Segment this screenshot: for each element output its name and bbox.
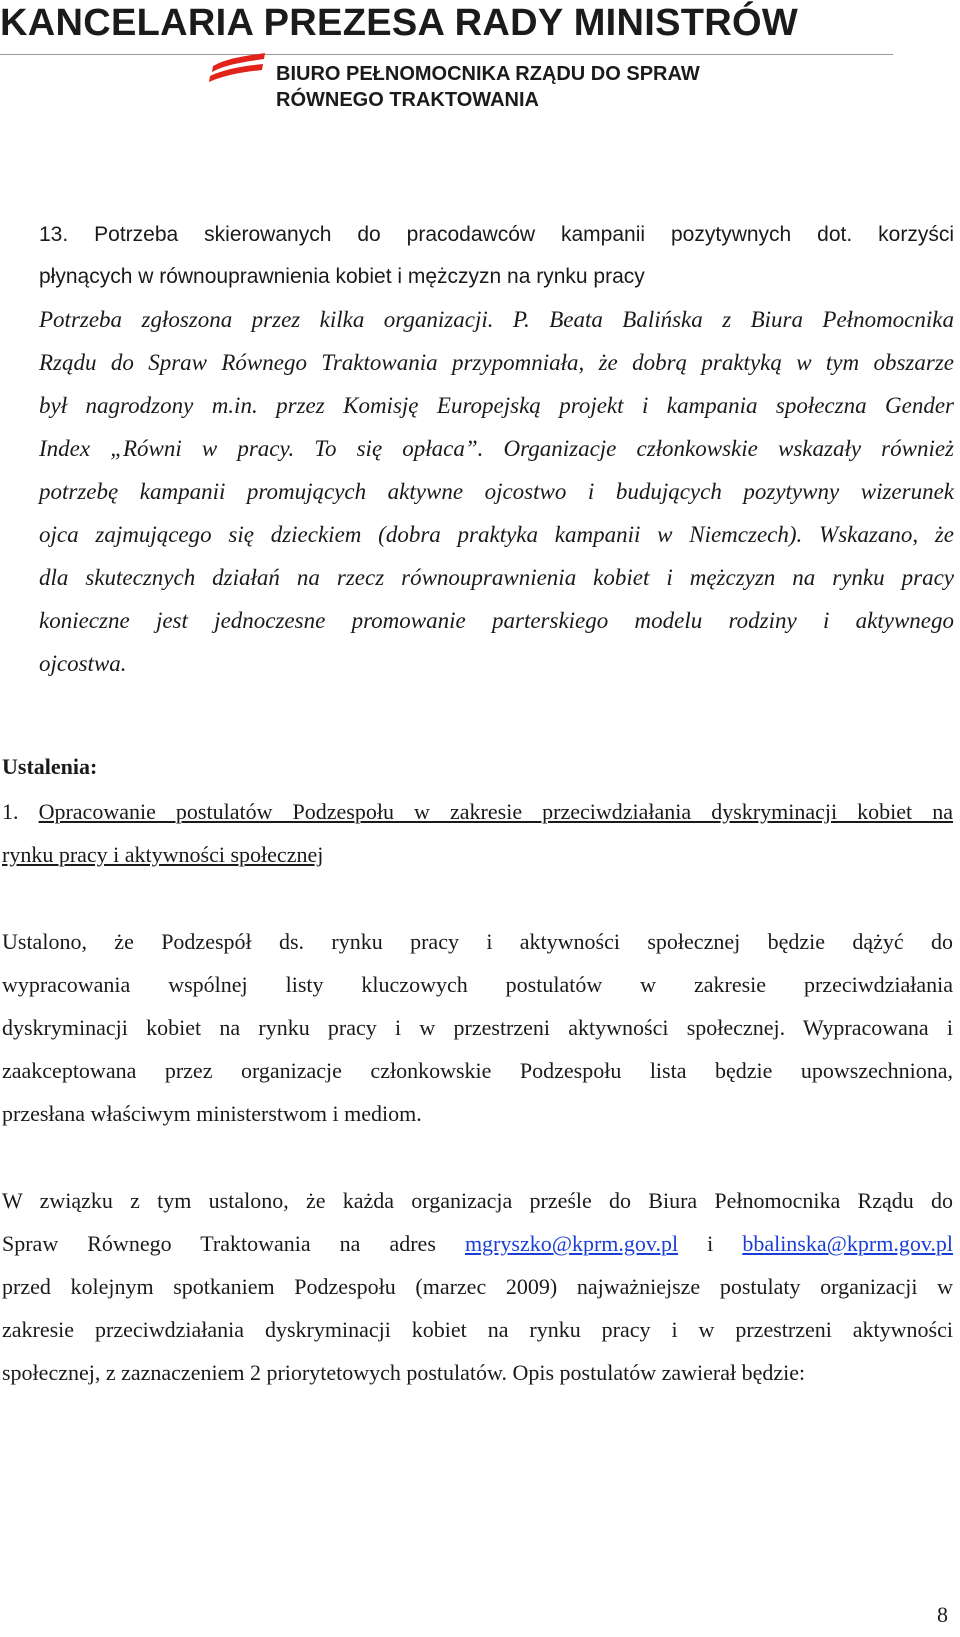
letterhead — [0, 0, 960, 120]
paragraph-line: dyskryminacji kobiet na rynku pracy i w przestrzeni aktywności społecznej. Wypracowana i — [2, 1015, 953, 1040]
conjunction-text: i — [707, 1231, 714, 1256]
paragraph-line: zakresie przeciwdziałania dyskryminacji kobiet na rynku pracy i w przestrzeni aktywności — [2, 1317, 953, 1342]
paragraph-line: konieczne jest jednoczesne promowanie parterskiego modelu rodziny i aktywnego — [39, 608, 954, 633]
paragraph-line: Index „Równi w pracy. To się opłaca”. Organizacje członkowskie wskazały również — [39, 436, 954, 461]
red-white-flag-stripes-icon — [209, 52, 267, 84]
point-number: 1. — [2, 799, 19, 824]
paragraph-line: ojcostwa. — [39, 651, 127, 676]
page-number: 8 — [937, 1602, 948, 1627]
letterhead-subtitle-line1: BIURO PEŁNOMOCNIKA RZĄDU DO SPRAW — [276, 63, 700, 85]
paragraph-line: dla skutecznych działań na rzecz równouprawnienia kobiet i mężczyzn na rynku pracy — [39, 565, 954, 590]
paragraph-line: W związku z tym ustalono, że każda organizacja prześle do Biura Pełnomocnika Rządu do — [2, 1188, 953, 1213]
paragraph-line: wypracowania wspólnej listy kluczowych postulatów w zakresie przeciwdziałania — [2, 972, 953, 997]
letterhead-title: KANCELARIA PREZESA RADY MINISTRÓW — [0, 2, 799, 44]
paragraph-text: Spraw Równego Traktowania na adres — [2, 1231, 436, 1256]
item-13-heading-line: 13. Potrzeba skierowanych do pracodawców kampanii pozytywnych dot. korzyści — [39, 223, 954, 246]
letterhead-subtitle-line2: RÓWNEGO TRAKTOWANIA — [276, 89, 539, 111]
point-1-title-line: rynku pracy i aktywności społecznej — [2, 842, 324, 867]
paragraph-line: społecznej, z zaznaczeniem 2 priorytetowych postulatów. Opis postulatów zawierał będzie: — [2, 1360, 806, 1385]
section-heading: Ustalenia: — [2, 754, 98, 779]
paragraph-line: przesłana właściwym ministerstwom i mediom. — [2, 1101, 422, 1126]
letterhead-divider — [0, 54, 893, 55]
paragraph-line: Potrzeba zgłoszona przez kilka organizacji. P. Beata Balińska z Biura Pełnomocnika — [39, 307, 954, 332]
paragraph-line: Ustalono, że Podzespół ds. rynku pracy i aktywności społecznej będzie dążyć do — [2, 929, 953, 954]
paragraph-line: Rządu do Spraw Równego Traktowania przypomniała, że dobrą praktyką w tym obszarze — [39, 350, 954, 375]
email-link-bbalinska[interactable]: bbalinska@kprm.gov.pl — [742, 1231, 954, 1256]
paragraph-line: ojca zajmującego się dzieckiem (dobra praktyka kampanii w Niemczech). Wskazano, że — [39, 522, 954, 547]
paragraph-line: był nagrodzony m.in. przez Komisję Europejską projekt i kampania społeczna Gender — [39, 393, 954, 418]
paragraph-line: przed kolejnym spotkaniem Podzespołu (marzec 2009) najważniejsze postulaty organizacji w — [2, 1274, 953, 1299]
paragraph-line: zaakceptowana przez organizacje członkowskie Podzespołu lista będzie upowszechniona, — [2, 1058, 953, 1083]
point-1-title-line — [2, 797, 953, 827]
paragraph-line-with-emails — [2, 1229, 953, 1259]
paragraph-line: potrzebę kampanii promujących aktywne ojcostwo i budujących pozytywny wizerunek — [39, 479, 954, 504]
point-1-title: Opracowanie postulatów Podzespołu w zakresie przeciwdziałania dyskryminacji kobiet na — [38, 799, 954, 824]
email-link-mgryszko[interactable]: mgryszko@kprm.gov.pl — [464, 1231, 679, 1256]
item-13-heading-line: płynących w równouprawnienia kobiet i mężczyzn na rynku pracy — [39, 265, 645, 288]
